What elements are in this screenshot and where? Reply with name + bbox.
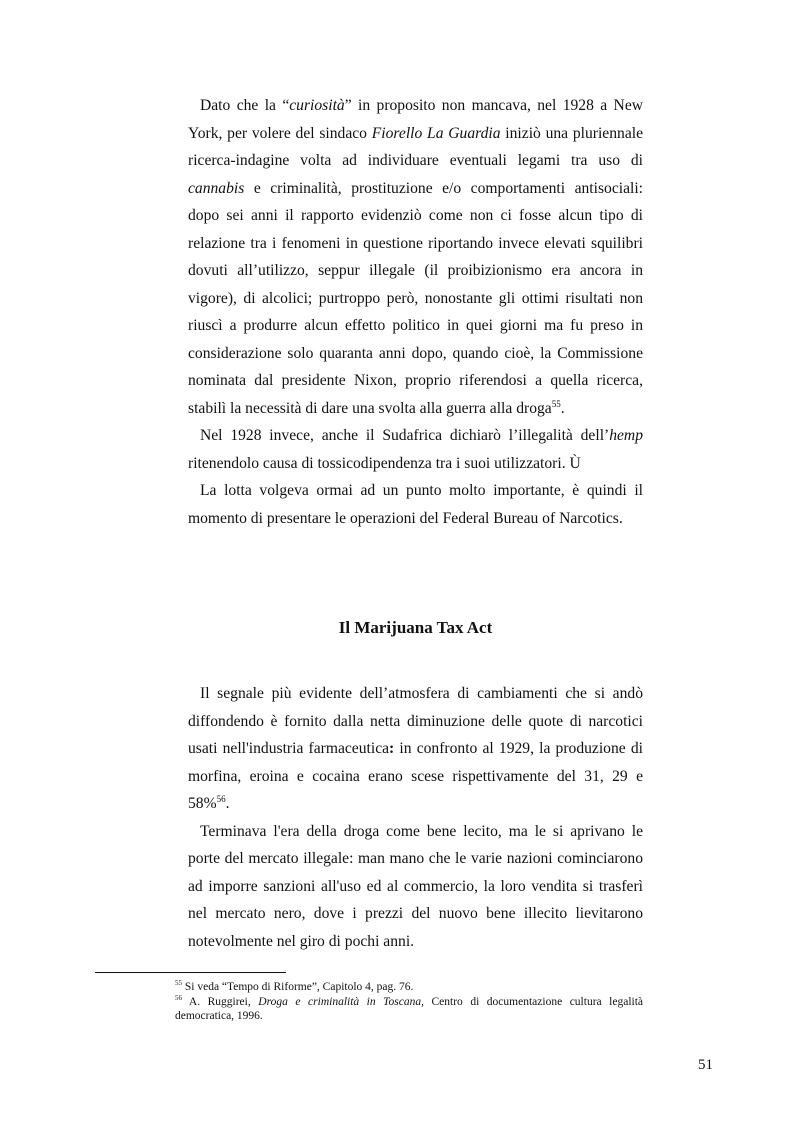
footnote-text: Centro di documentazione cultura legalità democratica, 1996. bbox=[175, 996, 644, 1022]
text-span: ritenendolo causa di tossicodipendenza tra i suoi utilizzatori. Ù bbox=[188, 454, 581, 472]
section-heading: Il Marijuana Tax Act bbox=[338, 618, 493, 637]
body-text-bottom bbox=[188, 680, 643, 955]
footnote-55 bbox=[175, 980, 643, 994]
bold-colon: : bbox=[389, 740, 395, 757]
text-span: Nel 1928 invece, anche il Sudafrica dichiarò l’illegalità dell’ bbox=[200, 427, 610, 444]
footnote-book-title: Droga e criminalità in Toscana, bbox=[258, 996, 424, 1008]
footnote-number: 56 bbox=[175, 994, 182, 1003]
italic-curiosita: curiosità bbox=[289, 97, 345, 114]
text-span: e criminalità, prostituzione e/o comportamenti antisociali: dopo sei anni il rapporto evidenziò come non ci fosse alcun tipo di relazione tra i fenomeni in questione riportando invece elevati squilibri dovuti all’utilizzo, seppur illegale (il proibizionismo era ancora in vigore), di alcolici; purtroppo però, nonostante gli ottimi risultati non riuscì a produrre alcun effetto politico in quei giorni ma fu preso in considerazione solo quaranta anni dopo, quando cioè, la Commissione nominata dal presidente Nixon, proprio riferendosi a quella ricerca, stabilì la necessità di dare una svolta alla guerra alla droga bbox=[188, 179, 643, 417]
footnote-separator bbox=[95, 972, 286, 973]
paragraph-federal-bureau: La lotta volgeva ormai ad un punto molto importante, è quindi il momento di presentare le operazioni del Federal Bureau of Narcotics. bbox=[188, 482, 643, 527]
paragraph-sudafrica bbox=[188, 422, 643, 477]
footnote-ref-56[interactable]: 56 bbox=[216, 793, 226, 804]
italic-fiorello-la-guardia: Fiorello La Guardia bbox=[371, 124, 501, 142]
body-text-top bbox=[188, 92, 643, 532]
footnotes bbox=[175, 980, 643, 1024]
footnote-ref-55[interactable]: 55 bbox=[551, 398, 561, 409]
footnote-number: 55 bbox=[175, 979, 182, 988]
text-span: . bbox=[225, 795, 230, 812]
footnote-text: A. Ruggirei, bbox=[182, 996, 259, 1008]
text-span: Il segnale più evidente dell’atmosfera di cambiamenti che si andò diffondendo è fornito dalla netta diminuzione delle quote di narcotici usati nell'industria farmaceutica bbox=[188, 685, 643, 757]
paragraph-terminava: Terminava l'era della droga come bene lecito, ma le si aprivano le porte del mercato illegale: man mano che le varie nazioni cominciarono ad imporre sanzioni all'uso ed al commercio, la loro vendita si trasferì nel mercato nero, dove i prezzi del nuovo bene illecito lievitarono notevolmente nel giro di pochi anni. bbox=[188, 822, 643, 950]
text-span: in confronto al 1929, la produzione di morfina, eroina e cocaina erano scese rispettivamente del 31, 29 e 58% bbox=[188, 740, 643, 812]
paragraph-segnale bbox=[188, 680, 643, 818]
paragraph-la-guardia bbox=[188, 92, 643, 422]
text-span: Dato che la “ bbox=[200, 97, 290, 114]
text-span: iniziò una pluriennale ricerca-indagine volta ad individuare eventuali legami tra uso di bbox=[188, 124, 643, 169]
text-span: . bbox=[560, 399, 565, 417]
page-number: 51 bbox=[698, 1057, 713, 1073]
italic-hemp: hemp bbox=[609, 427, 643, 444]
footnote-text: Si veda “Tempo di Riforme”, Capitolo 4, pag. 76. bbox=[182, 981, 414, 993]
text-span: ” in proposito non mancava, nel 1928 a New York, per volere del sindaco bbox=[188, 97, 643, 142]
italic-cannabis: cannabis bbox=[188, 179, 245, 197]
footnote-56 bbox=[175, 995, 643, 1023]
